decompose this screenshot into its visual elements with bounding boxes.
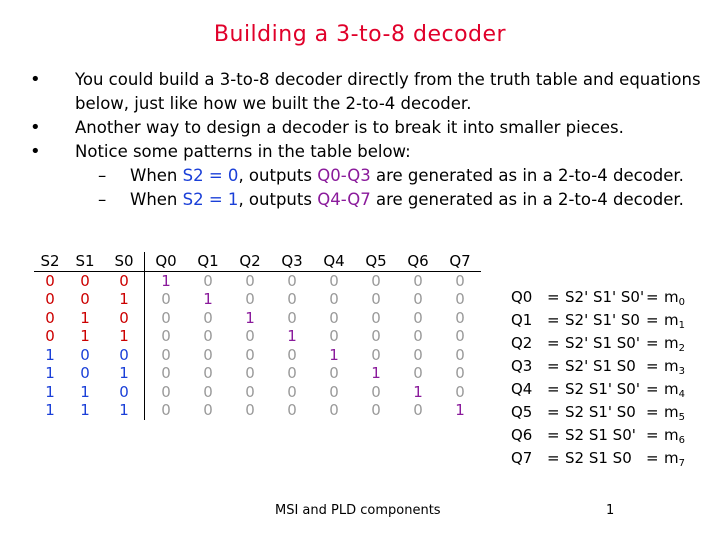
table-cell: 0	[371, 382, 381, 401]
minterm-subscript: 1	[678, 320, 685, 331]
table-row	[34, 309, 481, 328]
equation-expression: S2 S1' S0	[565, 403, 636, 421]
sub-bullet-pre: When	[130, 166, 183, 185]
equation-expression: S2' S1 S0	[565, 357, 636, 375]
minterm-label: m	[664, 449, 679, 467]
table-cell: 0	[287, 345, 297, 364]
table-row	[34, 383, 481, 402]
equals-sign: =	[547, 357, 560, 375]
bullet-dot-icon: •	[30, 141, 41, 162]
table-row	[34, 290, 481, 309]
table-cell: 0	[329, 327, 339, 345]
column-header: Q3	[271, 252, 313, 271]
table-row	[34, 271, 481, 290]
table-cell: 0	[371, 290, 381, 308]
table-cell: 1	[45, 382, 55, 401]
minterm-subscript: 0	[678, 297, 685, 308]
minterm-label: m	[664, 357, 679, 375]
dash-icon: –	[98, 166, 107, 185]
table-cell: 0	[161, 401, 171, 419]
equals-sign: =	[646, 288, 659, 306]
equation-output: Q2	[511, 334, 533, 352]
table-cell: 1	[80, 327, 90, 345]
table-cell: 1	[455, 401, 465, 419]
table-cell: 0	[329, 401, 339, 419]
minterm-subscript: 5	[678, 412, 685, 423]
table-cell: 0	[203, 364, 213, 382]
table-cell: 0	[371, 327, 381, 345]
equals-sign: =	[547, 334, 560, 352]
table-cell: 1	[413, 382, 423, 401]
table-cell: 0	[203, 327, 213, 345]
minterm-label: m	[664, 288, 679, 306]
table-cell: 0	[245, 271, 255, 290]
table-cell: 1	[80, 401, 90, 419]
table-cell: 0	[104, 271, 145, 290]
column-header: S2	[34, 252, 66, 271]
sub-bullet-post: are generated as in a 2-to-4 decoder.	[370, 166, 684, 185]
minterm	[664, 447, 685, 475]
table-cell: 0	[413, 271, 423, 290]
table-cell: 0	[161, 382, 171, 401]
equation-output: Q6	[511, 426, 533, 444]
table-cell: 0	[371, 308, 381, 327]
table-cell: 0	[245, 290, 255, 308]
equals-sign: =	[646, 403, 659, 421]
table-cell: 0	[329, 364, 339, 382]
table-cell: 1	[80, 382, 90, 401]
table-cell: 0	[245, 382, 255, 401]
page-number: 1	[606, 503, 615, 518]
table-cell: 0	[371, 271, 381, 290]
table-cell: 0	[245, 327, 255, 345]
table-cell: 1	[104, 290, 145, 309]
minterm-subscript: 2	[678, 343, 685, 354]
minterm-label: m	[664, 426, 679, 444]
table-cell: 0	[161, 290, 171, 308]
slide-title: Building a 3-to-8 decoder	[213, 22, 507, 47]
table-cell: 0	[161, 308, 171, 327]
column-header: S0	[104, 252, 145, 271]
table-cell: 0	[80, 271, 90, 290]
table-cell: 0	[80, 290, 90, 308]
sub-bullet-item	[30, 164, 710, 188]
table-cell: 1	[45, 345, 55, 364]
equals-sign: =	[646, 334, 659, 352]
table-cell: 1	[104, 401, 145, 420]
table-row	[34, 327, 481, 346]
table-cell: 0	[161, 364, 171, 382]
sub-bullet-outputs: Q4-Q7	[317, 190, 371, 209]
equals-sign: =	[646, 380, 659, 398]
table-cell: 0	[245, 401, 255, 419]
table-cell: 0	[104, 383, 145, 402]
table-cell: 0	[245, 364, 255, 382]
sub-bullet-outputs: Q0-Q3	[317, 166, 371, 185]
equation-output: Q4	[511, 380, 533, 398]
bullet-list	[30, 68, 710, 212]
equation-expression: S2 S1' S0'	[565, 380, 640, 398]
table-cell: 0	[161, 327, 171, 345]
column-header: Q1	[187, 252, 229, 271]
equation-output: Q7	[511, 449, 533, 467]
table-cell: 0	[413, 308, 423, 327]
table-cell: 0	[287, 308, 297, 327]
table-cell: 0	[245, 345, 255, 364]
bullet-item	[30, 140, 710, 164]
minterm-subscript: 3	[678, 366, 685, 377]
sub-bullet-mid: , outputs	[238, 166, 318, 185]
slide-footer: MSI and PLD components	[275, 503, 441, 518]
equals-sign: =	[547, 426, 560, 444]
table-cell: 1	[371, 364, 381, 382]
table-row	[34, 401, 481, 420]
equation-expression: S2' S1 S0'	[565, 334, 640, 352]
table-cell: 0	[45, 308, 55, 327]
column-header: Q0	[145, 252, 188, 271]
equals-sign: =	[547, 403, 560, 421]
bullet-dot-icon: •	[30, 117, 41, 138]
table-cell: 1	[287, 327, 297, 345]
table-cell: 0	[203, 401, 213, 419]
equation-output: Q1	[511, 311, 533, 329]
equals-sign: =	[547, 288, 560, 306]
table-cell: 0	[371, 401, 381, 419]
table-cell: 0	[413, 327, 423, 345]
column-header: Q6	[397, 252, 439, 271]
column-header: Q7	[439, 252, 481, 271]
table-cell: 0	[287, 401, 297, 419]
table-cell: 0	[45, 327, 55, 345]
table-cell: 0	[455, 345, 465, 364]
bullet-item	[30, 68, 710, 116]
table-cell: 0	[287, 290, 297, 308]
table-cell: 0	[104, 309, 145, 328]
table-cell: 0	[80, 345, 90, 364]
table-cell: 0	[329, 382, 339, 401]
equation-expression: S2' S1' S0	[565, 311, 640, 329]
table-cell: 0	[455, 290, 465, 308]
table-row	[34, 364, 481, 383]
table-cell: 0	[455, 382, 465, 401]
equals-sign: =	[547, 311, 560, 329]
table-cell: 0	[413, 345, 423, 364]
equation-output: Q0	[511, 288, 533, 306]
table-cell: 1	[161, 271, 171, 290]
table-cell: 0	[455, 364, 465, 382]
table-cell: 1	[104, 364, 145, 383]
minterm-subscript: 6	[678, 435, 685, 446]
minterm-subscript: 7	[678, 458, 685, 469]
column-header: Q5	[355, 252, 397, 271]
minterm-label: m	[664, 380, 679, 398]
bullet-text: Another way to design a decoder is to break it into smaller pieces.	[75, 118, 624, 137]
sub-bullet-condition: S2 = 1	[182, 190, 239, 209]
table-cell: 1	[245, 308, 255, 327]
equals-sign: =	[646, 357, 659, 375]
truth-table	[34, 252, 481, 420]
equation-expression: S2 S1 S0'	[565, 426, 636, 444]
table-cell: 1	[329, 345, 339, 364]
table-cell: 0	[413, 290, 423, 308]
table-cell: 1	[45, 364, 55, 382]
table-cell: 0	[371, 345, 381, 364]
equals-sign: =	[646, 449, 659, 467]
minterm-subscript: 4	[678, 389, 685, 400]
table-cell: 0	[203, 345, 213, 364]
table-cell: 0	[455, 308, 465, 327]
equals-sign: =	[646, 426, 659, 444]
table-cell: 0	[45, 290, 55, 308]
table-cell: 0	[455, 327, 465, 345]
bullet-dot-icon: •	[30, 69, 41, 90]
table-cell: 0	[161, 345, 171, 364]
equation-expression: S2' S1' S0'	[565, 288, 645, 306]
table-cell: 1	[203, 290, 213, 308]
table-row	[34, 346, 481, 365]
bullet-item	[30, 116, 710, 140]
minterm-label: m	[664, 334, 679, 352]
column-header: S1	[66, 252, 104, 271]
table-cell: 0	[455, 271, 465, 290]
table-cell: 0	[287, 271, 297, 290]
table-cell: 0	[203, 308, 213, 327]
bullet-text: You could build a 3-to-8 decoder directly from the truth table and equations below, just like how we built the 2-to-4 decoder.	[75, 70, 701, 113]
table-cell: 0	[413, 401, 423, 419]
sub-bullet-mid: , outputs	[238, 190, 318, 209]
table-cell: 0	[329, 308, 339, 327]
table-cell: 0	[203, 382, 213, 401]
sub-bullet-post: are generated as in a 2-to-4 decoder.	[370, 190, 684, 209]
bullet-text: Notice some patterns in the table below:	[75, 142, 411, 161]
table-cell: 1	[104, 327, 145, 346]
table-cell: 0	[413, 364, 423, 382]
sub-bullet-condition: S2 = 0	[182, 166, 239, 185]
sub-bullet-pre: When	[130, 190, 183, 209]
equation-expression: S2 S1 S0	[565, 449, 632, 467]
table-cell: 0	[287, 364, 297, 382]
table-cell: 1	[80, 308, 90, 327]
table-cell: 0	[203, 271, 213, 290]
column-header: Q2	[229, 252, 271, 271]
equals-sign: =	[547, 380, 560, 398]
equals-sign: =	[547, 449, 560, 467]
minterm-label: m	[664, 311, 679, 329]
table-cell: 0	[287, 382, 297, 401]
dash-icon: –	[98, 190, 107, 209]
table-cell: 0	[45, 271, 55, 290]
sub-bullet-item	[30, 188, 710, 212]
table-cell: 0	[104, 346, 145, 365]
table-cell: 1	[45, 401, 55, 419]
table-cell: 0	[329, 290, 339, 308]
column-header: Q4	[313, 252, 355, 271]
table-cell: 0	[80, 364, 90, 382]
table-header-row	[34, 252, 481, 271]
equation-output: Q3	[511, 357, 533, 375]
table-cell: 0	[329, 271, 339, 290]
equals-sign: =	[646, 311, 659, 329]
minterm-label: m	[664, 403, 679, 421]
equation-output: Q5	[511, 403, 533, 421]
